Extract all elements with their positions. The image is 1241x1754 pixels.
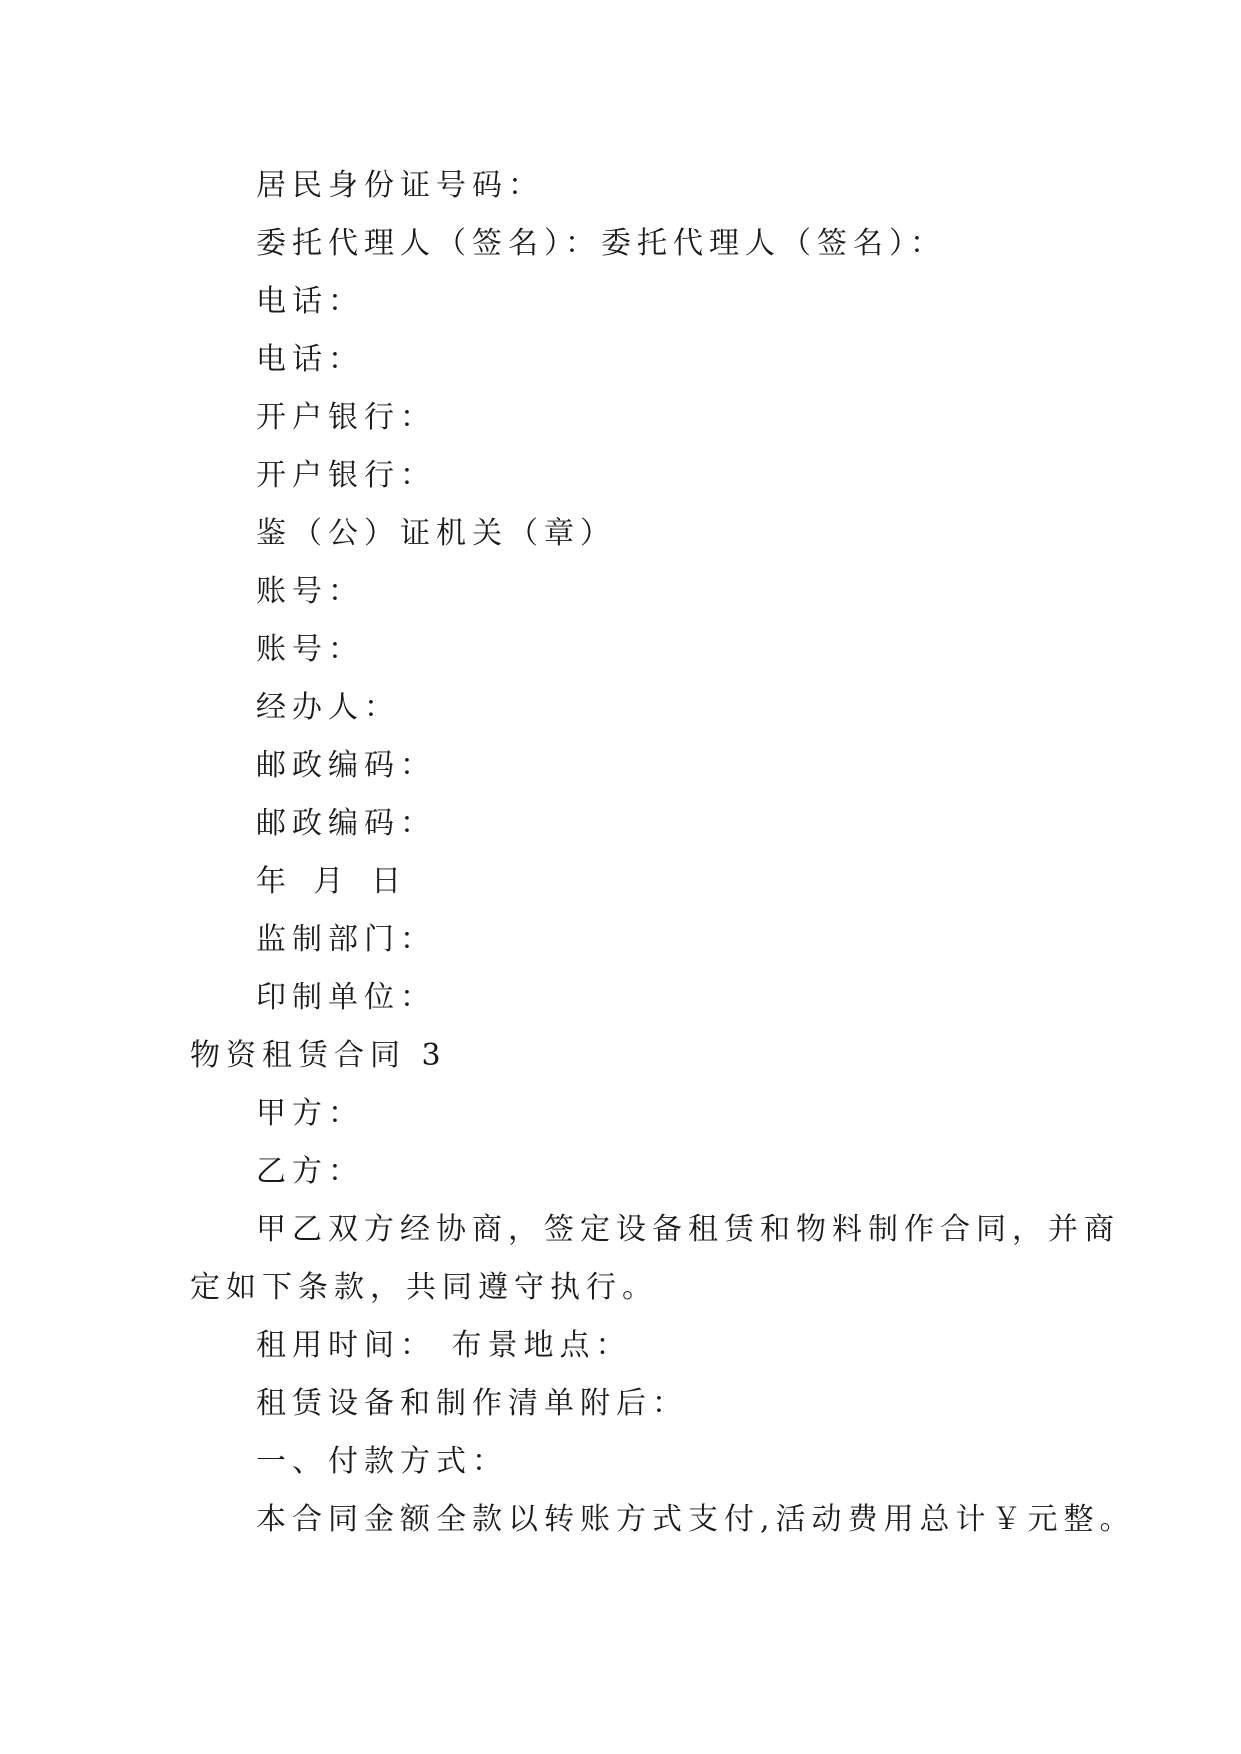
bank-label: 开户银行： (256, 458, 436, 493)
account-label: 账号： (256, 632, 364, 667)
printer-label: 印制单位： (256, 980, 436, 1015)
id-number-label: 居民身份证号码： (256, 168, 544, 203)
agent-signature-label: 委托代理人（签名）：委托代理人（签名）： (256, 226, 946, 261)
supervisor-label: 监制部门： (256, 922, 436, 957)
account-label: 账号： (256, 574, 364, 609)
party-b-label: 乙方： (256, 1154, 364, 1189)
postcode-label: 邮政编码： (256, 806, 436, 841)
handler-label: 经办人： (256, 690, 400, 725)
section-title: 物资租赁合同 3 (190, 1038, 447, 1073)
phone-label: 电话： (256, 342, 364, 377)
payment-paragraph: 本合同金额全款以转账方式支付,活动费用总计￥元整。 (256, 1502, 1136, 1537)
postcode-label: 邮政编码： (256, 748, 436, 783)
rental-time-location: 租用时间： 布景地点： (256, 1328, 632, 1363)
bank-label: 开户银行： (256, 400, 436, 435)
phone-label: 电话： (256, 284, 364, 319)
party-a-label: 甲方： (256, 1096, 364, 1131)
equipment-list-note: 租赁设备和制作清单附后： (256, 1386, 688, 1421)
paragraph-line: 定如下条款，共同遵守执行。 (190, 1270, 658, 1305)
notary-office-label: 鉴（公）证机关（章） (256, 516, 616, 551)
paragraph-line: 甲乙双方经协商，签定设备租赁和物料制作合同，并商 (256, 1212, 1120, 1247)
payment-heading: 一、付款方式： (256, 1444, 508, 1479)
date-label: 年 月 日 (256, 864, 411, 899)
